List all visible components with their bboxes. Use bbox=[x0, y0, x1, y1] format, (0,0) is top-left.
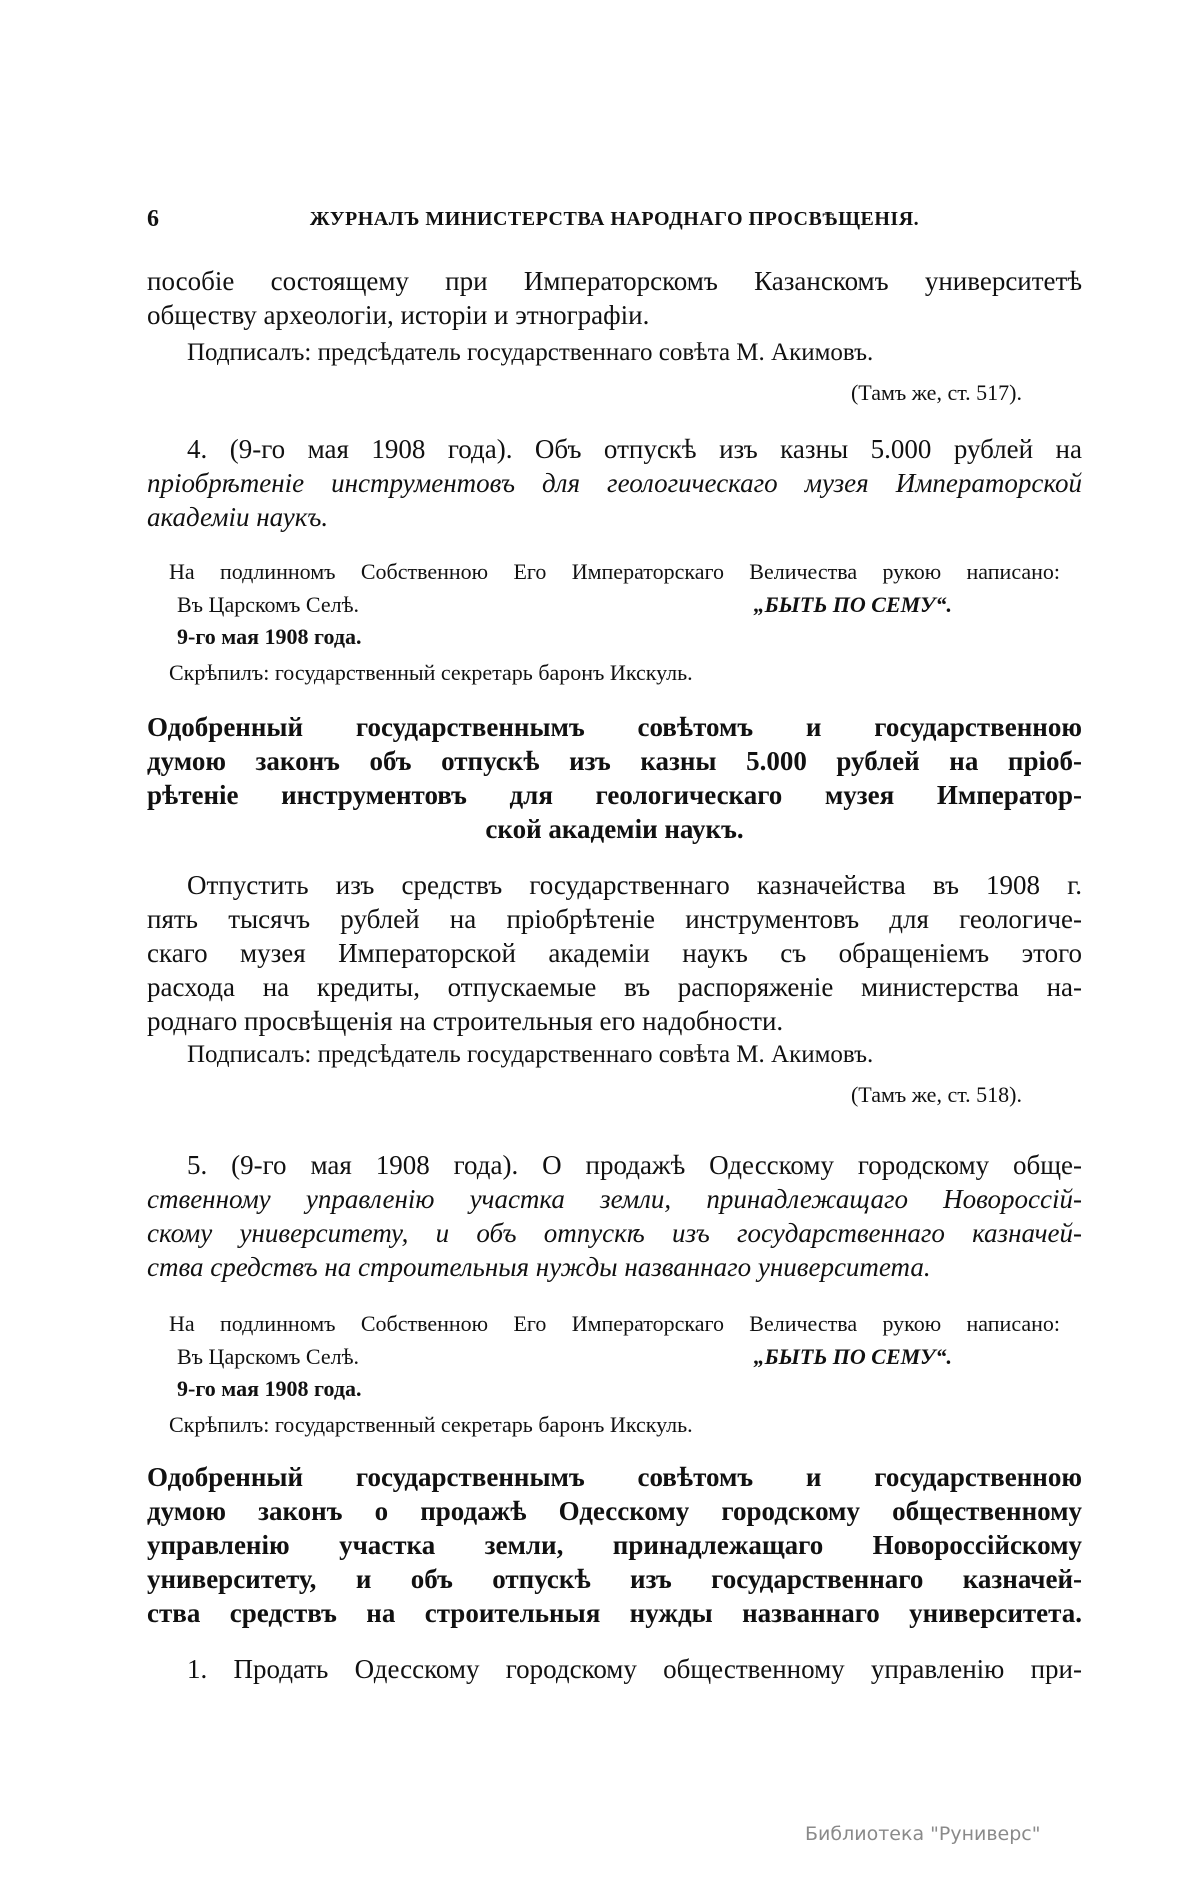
library-watermark: Библиотека "Руниверс" bbox=[805, 1823, 1041, 1845]
sanction-text: „БЫТЬ ПО СЕМУ“. bbox=[753, 1344, 952, 1369]
signature-line: Подписалъ: предсѣдатель государственнаго совѣта М. Акимовъ. bbox=[187, 1041, 874, 1068]
sanction-text: „БЫТЬ ПО СЕМУ“. bbox=[753, 592, 952, 617]
continuation-line: пособіе состоящему при Императорскомъ Казанскомъ университетѣ bbox=[147, 266, 1082, 296]
page-number: 6 bbox=[147, 206, 160, 232]
law-title-line: Одобренный государственнымъ совѣтомъ и государственною bbox=[147, 1462, 1082, 1492]
countersign: Скрѣпилъ: государственный секретарь баронъ Икскуль. bbox=[169, 1412, 693, 1437]
sanction-intro: На подлинномъ Собственною Его Императорскаго Величества рукою написано: bbox=[169, 559, 1060, 584]
law-body-line: 1. Продать Одесскому городскому общественному управленію при- bbox=[187, 1654, 1082, 1684]
law-title-line: ства средствъ на строительныя нужды названнаго университета. bbox=[147, 1598, 1082, 1628]
sanction-row bbox=[147, 1340, 1082, 1374]
law-title-line: думою законъ о продажѣ Одесскому городскому общественному bbox=[147, 1496, 1082, 1526]
item-heading-line: 5. (9-го мая 1908 года). О продажѣ Одесскому городскому обще- bbox=[187, 1150, 1082, 1180]
law-title-line: ской академіи наукъ. bbox=[485, 814, 744, 844]
item-heading-line: ственному управленію участка земли, принадлежащаго Новороссій- bbox=[147, 1184, 1082, 1214]
law-body-line: расхода на кредиты, отпускаемые въ распоряженіе министерства на- bbox=[147, 972, 1082, 1002]
sanction-intro: На подлинномъ Собственною Его Императорскаго Величества рукою написано: bbox=[169, 1311, 1060, 1336]
law-body-line: роднаго просвѣщенія на строительныя его надобности. bbox=[147, 1006, 784, 1036]
continuation-line: обществу археологіи, исторіи и этнографіи. bbox=[147, 300, 650, 330]
signature-line: Подписалъ: предсѣдатель государственнаго совѣта М. Акимовъ. bbox=[187, 339, 874, 366]
law-body-line: пять тысячъ рублей на пріобрѣтеніе инструментовъ для геологиче- bbox=[147, 904, 1082, 934]
item-heading-line: скому университету, и объ отпускѣ изъ государственнаго казначей- bbox=[147, 1218, 1082, 1248]
law-title-line: рѣтеніе инструментовъ для геологическаго музея Император- bbox=[147, 780, 1082, 810]
law-title-line: Одобренный государственнымъ совѣтомъ и государственною bbox=[147, 712, 1082, 742]
item-heading-line: 4. (9-го мая 1908 года). Объ отпускѣ изъ казны 5.000 рублей на bbox=[187, 434, 1082, 464]
law-title-line: думою законъ объ отпускѣ изъ казны 5.000 рублей на пріоб- bbox=[147, 746, 1082, 776]
law-body-line: скаго музея Императорской академіи наукъ съ обращеніемъ этого bbox=[147, 938, 1082, 968]
item-heading-line: пріобрѣтеніе инструментовъ для геологическаго музея Императорской bbox=[147, 468, 1082, 498]
law-title-line: университету, и объ отпускѣ изъ государственнаго казначей- bbox=[147, 1564, 1082, 1594]
source-reference: (Тамъ же, ст. 518). bbox=[850, 1082, 1022, 1107]
running-title: ЖУРНАЛЪ МИНИСТЕРСТВА НАРОДНАГО ПРОСВѢЩЕНІЯ. bbox=[309, 208, 920, 230]
law-body-line: Отпустить изъ средствъ государственнаго казначейства въ 1908 г. bbox=[187, 870, 1082, 900]
sanction-row bbox=[147, 588, 1082, 622]
sanction-date: 9-го мая 1908 года. bbox=[177, 1376, 362, 1401]
source-reference: (Тамъ же, ст. 517). bbox=[850, 380, 1022, 405]
countersign: Скрѣпилъ: государственный секретарь баронъ Икскуль. bbox=[169, 660, 693, 685]
item-heading-line: академіи наукъ. bbox=[147, 502, 329, 532]
sanction-place: Въ Царскомъ Селѣ. bbox=[177, 592, 360, 617]
sanction-date: 9-го мая 1908 года. bbox=[177, 624, 362, 649]
sanction-place: Въ Царскомъ Селѣ. bbox=[177, 1344, 360, 1369]
law-title-line: управленію участка земли, принадлежащаго Новороссійскому bbox=[147, 1530, 1082, 1560]
item-heading-line: ства средствъ на строительныя нужды названнаго университета. bbox=[147, 1252, 931, 1282]
